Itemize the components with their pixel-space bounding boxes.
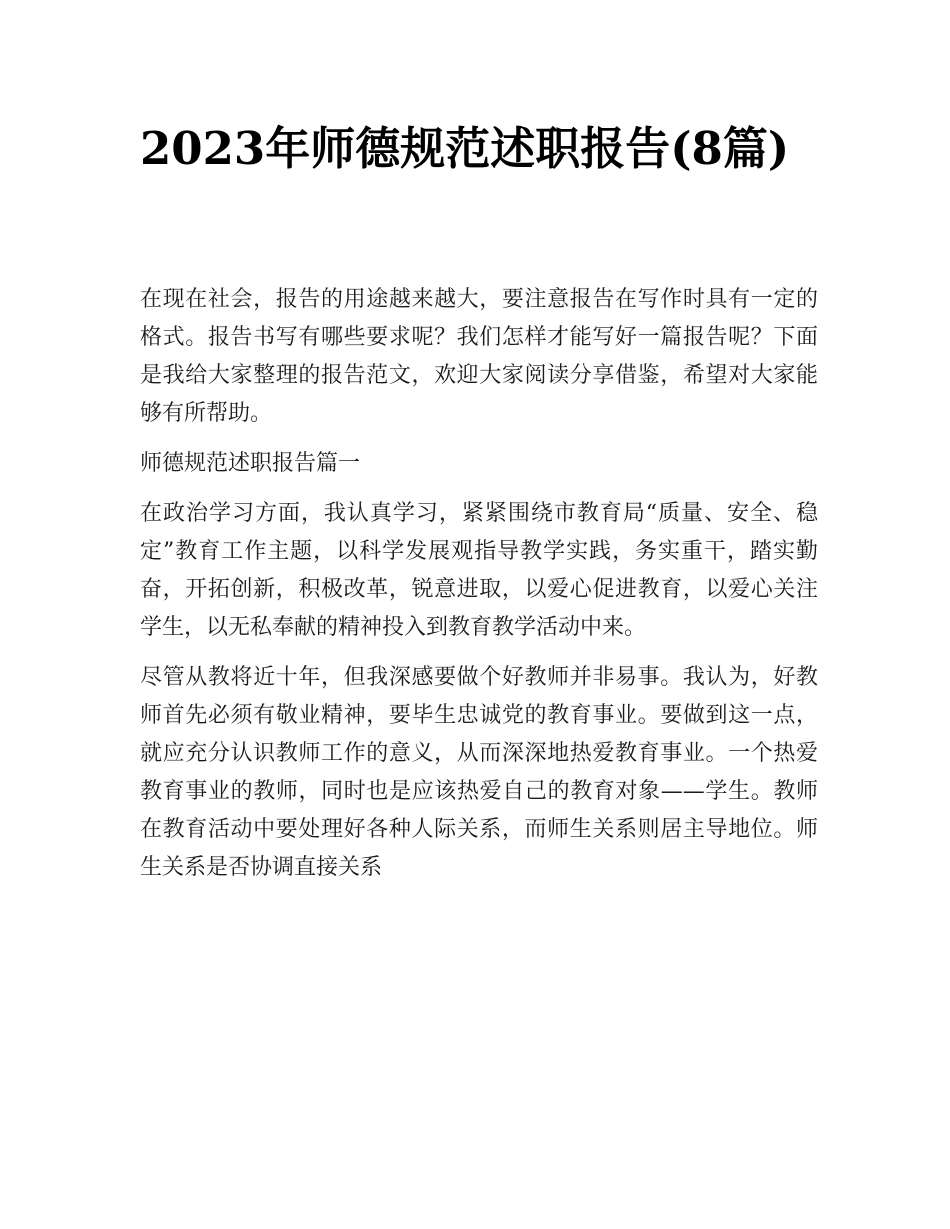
intro-paragraph: 在现在社会，报告的用途越来越大，要注意报告在写作时具有一定的格式。报告书写有哪些要求呢？我们怎样才能写好一篇报告呢？下面是我给大家整理的报告范文，欢迎大家阅读分享借鉴，希望对大家能够有所帮助。: [140, 287, 818, 426]
document-title: 2023年师德规范述职报告(8篇): [140, 122, 790, 175]
body-paragraph-1: 在政治学习方面，我认真学习，紧紧围绕市教育局“质量、安全、稳定”教育工作主题，以科学发展观指导教学实践，务实重干，踏实勤奋，开拓创新，积极改革，锐意进取，以爱心促进教育，以爱心关注学生，以无私奉献的精神投入到教育教学活动中来。: [140, 501, 818, 640]
document-body: [140, 281, 818, 899]
section-heading: 师德规范述职报告篇一: [140, 451, 361, 476]
body-paragraph-2: 尽管从教将近十年，但我深感要做个好教师并非易事。我认为，好教师首先必须有敬业精神，要毕生忠诚党的教育事业。要做到这一点，就应充分认识教师工作的意义，从而深深地热爱教育事业。一个热爱教育事业的教师，同时也是应该热爱自己的教育对象——学生。教师在教育活动中要处理好各种人际关系，而师生关系则居主导地位。师生关系是否协调直接关系: [140, 665, 818, 880]
